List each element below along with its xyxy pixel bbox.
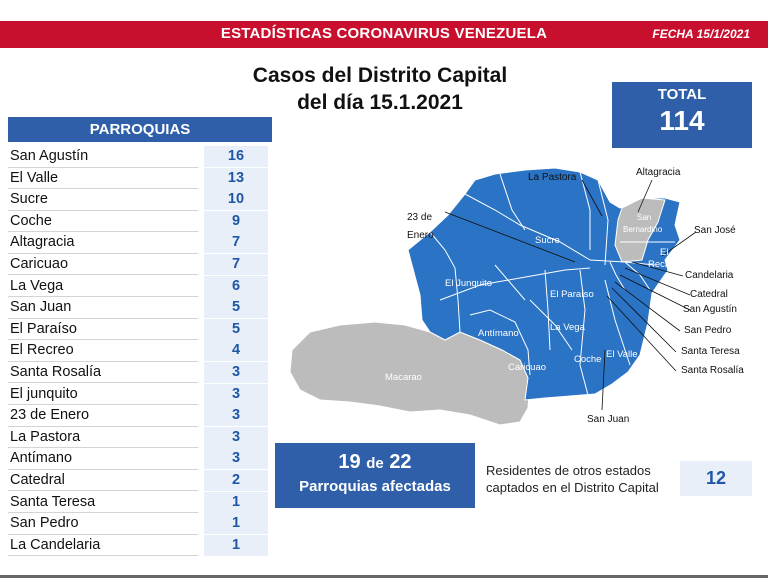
map-label-antimano: Antímano: [478, 328, 519, 339]
parroquia-name: San Pedro: [10, 515, 79, 532]
table-row: [8, 513, 272, 535]
parroquia-name: Santa Teresa: [10, 493, 96, 510]
table-row: [8, 535, 272, 557]
parroquia-name: Altagracia: [10, 234, 75, 251]
map-label-el-recreo-2: Recreo: [648, 259, 679, 270]
table-row: [8, 232, 272, 254]
total-box: [612, 82, 752, 148]
header-date: FECHA 15/1/2021: [652, 27, 750, 41]
map-label-catedral: Catedral: [690, 289, 728, 300]
table-row: [8, 405, 272, 427]
map-label-san-pedro: San Pedro: [684, 325, 732, 336]
map-label-macarao: Macarao: [385, 372, 422, 383]
map-label-santa-rosalia: Santa Rosalía: [681, 365, 744, 376]
parroquia-name: Coche: [10, 212, 52, 229]
table-row: [8, 211, 272, 233]
parroquia-cases: 6: [204, 276, 268, 297]
table-row: [8, 297, 272, 319]
total-label: TOTAL: [657, 86, 707, 103]
residents-value: 12: [680, 461, 752, 496]
table-row: [8, 470, 272, 492]
map-label-altagracia: Altagracia: [636, 167, 681, 178]
parroquia-name: La Candelaria: [10, 536, 101, 553]
map-label-sucre: Sucre: [535, 235, 560, 246]
map-label-23-enero-2: Enero: [407, 230, 434, 241]
affected-num: 19: [338, 451, 361, 473]
parroquia-cases: 3: [204, 427, 268, 448]
table-row: [8, 254, 272, 276]
map-label-el-junquito: El Junquito: [445, 278, 493, 289]
table-row: [8, 448, 272, 470]
table-row: [8, 276, 272, 298]
header-title: ESTADÍSTICAS CORONAVIRUS VENEZUELA: [220, 25, 548, 42]
map-label-el-recreo-1: El: [660, 247, 669, 258]
parroquia-name: 23 de Enero: [10, 407, 90, 424]
parroquia-name: El Paraíso: [10, 320, 77, 337]
parroquia-cases: 3: [204, 448, 268, 469]
district-map: [280, 150, 760, 435]
parroquia-name: Catedral: [10, 471, 65, 488]
parroquia-cases: 2: [204, 470, 268, 491]
total-value: 114: [659, 105, 705, 136]
map-label-coche: Coche: [574, 354, 602, 365]
table-row: [8, 492, 272, 514]
table-row: [8, 427, 272, 449]
parroquia-cases: 5: [204, 319, 268, 340]
affected-de: de: [366, 455, 384, 472]
parroquia-name: La Vega: [10, 277, 64, 294]
affected-count: [275, 451, 475, 474]
parroquias-table: [8, 146, 272, 556]
table-row: [8, 146, 272, 168]
affected-box: [275, 443, 475, 508]
parroquia-cases: 3: [204, 384, 268, 405]
parroquia-name: Sucre: [10, 191, 48, 208]
parroquia-cases: 1: [204, 513, 268, 534]
page-title: [210, 62, 550, 116]
parroquia-name: Antímano: [10, 450, 73, 467]
map-label-el-paraiso: El Paraíso: [550, 289, 594, 300]
residents-label-line1: Residentes de otros estados: [486, 463, 651, 478]
row-divider: [8, 555, 198, 556]
parroquia-name: San Juan: [10, 299, 72, 316]
map-label-el-valle: El Valle: [606, 349, 638, 360]
residents-label: [486, 462, 676, 496]
parroquia-cases: 7: [204, 254, 268, 275]
table-row: [8, 168, 272, 190]
parroquia-name: El Valle: [10, 169, 59, 186]
table-row: [8, 340, 272, 362]
parroquia-name: San Agustín: [10, 148, 89, 164]
map-label-santa-teresa: Santa Teresa: [681, 346, 740, 357]
parroquia-name: La Pastora: [10, 428, 81, 445]
parroquia-name: Santa Rosalía: [10, 363, 102, 380]
parroquia-name: Caricuao: [10, 255, 69, 272]
parroquia-cases: 7: [204, 232, 268, 253]
parroquias-header: PARROQUIAS: [8, 117, 272, 142]
parroquia-cases: 5: [204, 297, 268, 318]
parroquia-cases: 1: [204, 492, 268, 513]
table-row: [8, 384, 272, 406]
parroquia-cases: 1: [204, 535, 268, 556]
parroquia-name: El Recreo: [10, 342, 74, 359]
affected-label: Parroquias afectadas: [299, 478, 451, 495]
parroquia-cases: 16: [204, 146, 268, 167]
map-label-san-bernardino-1: San: [637, 213, 652, 222]
parroquia-cases: 10: [204, 189, 268, 210]
map-label-san-agustin: San Agustín: [683, 304, 737, 315]
map-label-caricuao: Caricuao: [508, 362, 547, 373]
header-bar: [0, 21, 768, 48]
parroquia-cases: 3: [204, 362, 268, 383]
map-label-la-pastora: La Pastora: [528, 172, 577, 183]
parroquia-cases: 13: [204, 168, 268, 189]
map-label-san-bernardino-2: Bernardino: [623, 225, 663, 234]
table-row: [8, 362, 272, 384]
map-label-23-enero-1: 23 de: [407, 212, 433, 223]
map-label-san-juan: San Juan: [587, 414, 630, 425]
map-label-san-jose: San José: [694, 225, 736, 236]
table-row: [8, 189, 272, 211]
page-title-line2: del día 15.1.2021: [297, 91, 463, 114]
affected-den: 22: [389, 451, 412, 473]
table-row: [8, 319, 272, 341]
parroquia-name: El junquito: [10, 385, 78, 402]
residents-label-line2: captados en el Distrito Capital: [486, 480, 659, 495]
map-label-candelaria: Candelaria: [685, 270, 734, 281]
parroquia-cases: 4: [204, 340, 268, 361]
map-label-la-vega: La Vega: [550, 322, 585, 333]
page-title-line1: Casos del Distrito Capital: [252, 64, 508, 87]
parroquia-cases: 3: [204, 405, 268, 426]
parroquia-cases: 9: [204, 211, 268, 232]
